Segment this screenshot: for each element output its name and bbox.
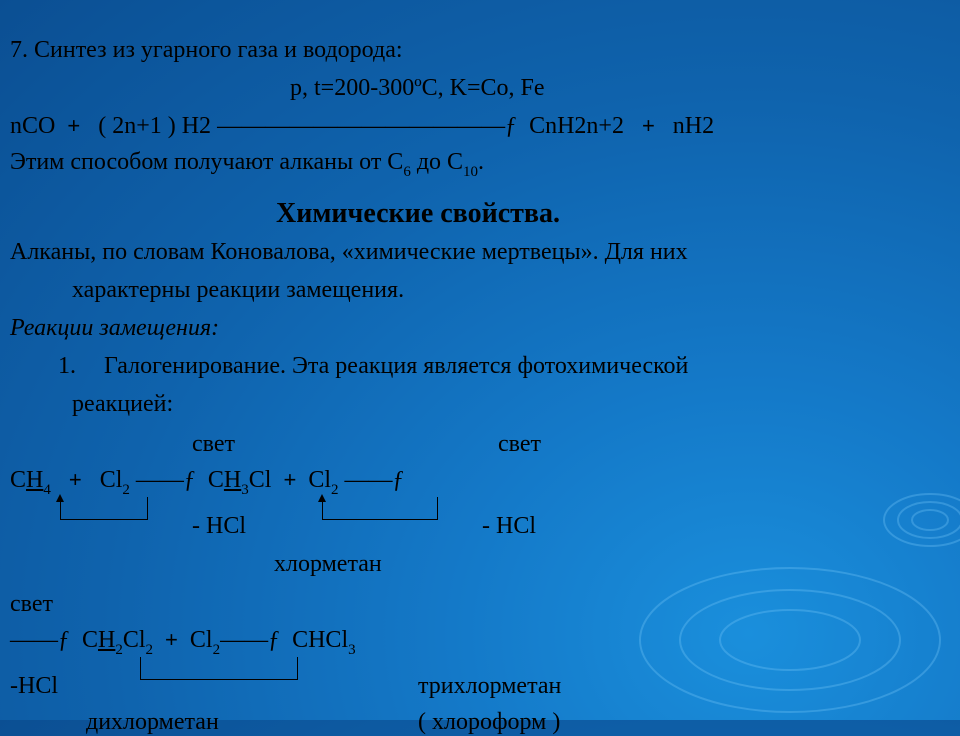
light-label-3: свет (10, 591, 53, 617)
reaction-1-plus: + (68, 467, 82, 492)
chloroform-name-cutoff: ( хлороформ ) (418, 709, 561, 735)
intro-line-2: характерны реакции замещения. (72, 277, 405, 303)
equation-arrow: ————————————ƒ (217, 113, 518, 139)
dichloromethane-hydrogen: H (98, 627, 116, 653)
list-line-1: Галогенирование. Эта реакция является фотохимической (104, 353, 689, 379)
reaction-2-plus: + (165, 627, 178, 652)
section-title: Химические свойства. (276, 198, 561, 229)
reaction-conditions: p, t=200-300ºC, K=Co, Fe (290, 75, 545, 101)
trichloromethane-sub: 3 (348, 642, 356, 658)
substitution-bracket-2 (322, 497, 438, 520)
method-end: . (478, 149, 485, 175)
bracket-arrow-1 (56, 494, 64, 502)
minus-hcl-3: -HCl (10, 673, 58, 699)
methane-sub: 4 (43, 482, 51, 498)
dichloromethane-chlorine: Cl (122, 627, 146, 653)
dichloromethane-cl-sub: 2 (145, 642, 154, 658)
dichloromethane-h-sub: 2 (115, 642, 123, 658)
bracket-arrow-2 (318, 494, 326, 502)
reaction-2-arrow-2: ——ƒ (220, 627, 281, 653)
methane-hydrogen: H (26, 467, 44, 493)
method-mid: до C (410, 149, 464, 175)
trichloromethane-name: трихлорметан (418, 673, 562, 699)
equation-plus: + (67, 113, 81, 138)
list-line-2: реакцией: (72, 391, 174, 417)
substitution-bracket-1 (60, 497, 148, 520)
chloromethane-hydrogen: H (223, 467, 242, 493)
dichloromethane-name-cutoff: дихлорметан (86, 709, 219, 735)
reaction-1-arrow-2: ——ƒ (344, 467, 405, 493)
reaction-2-arrow: ——ƒ (10, 627, 70, 653)
chloromethane-sub: 3 (241, 482, 249, 498)
chloromethane-chlorine: Cl (248, 467, 272, 493)
reaction-1-arrow: ——ƒ (135, 467, 196, 493)
chlorine-1: Cl (99, 467, 123, 493)
equation-hydrogen-product: nH2 (672, 113, 715, 139)
equation-hydrogen: ( 2n+1 ) H2 (98, 113, 212, 139)
minus-hcl-1: - HCl (192, 513, 246, 539)
method-sub-6: 6 (403, 164, 411, 180)
chlorine-2: Cl (308, 467, 331, 493)
item-7-title: 7. Синтез из угарного газа и водорода: (10, 37, 403, 63)
method-text: Этим способом получают алканы от C (10, 149, 404, 175)
dichloromethane-carbon: C (82, 627, 99, 653)
chlorine-1-sub: 2 (122, 482, 130, 498)
equation-product: CnH2n+2 (529, 113, 624, 139)
methane-carbon: C (10, 467, 27, 493)
equation-plus-2: + (641, 113, 655, 138)
method-sub-10: 10 (463, 164, 479, 180)
substitution-bracket-3 (140, 657, 298, 680)
chlorine-2-sub: 2 (331, 482, 339, 498)
method-note (10, 148, 484, 186)
chlorine-3-sub: 2 (212, 642, 221, 658)
light-label-2: свет (498, 431, 541, 457)
reaction-1-plus-2: + (283, 467, 297, 492)
light-label-1: свет (192, 431, 235, 457)
substitution-subtitle: Реакции замещения: (10, 315, 220, 341)
minus-hcl-2: - HCl (482, 513, 536, 539)
synthesis-equation (10, 112, 714, 140)
chlorine-3: Cl (189, 627, 213, 653)
trichloromethane-formula: CHCl (292, 627, 349, 653)
chloromethane-carbon: C (207, 467, 224, 493)
equation-reactant-co: nCO (10, 113, 56, 139)
intro-line-1: Алканы, по словам Коновалова, «химические мертвецы». Для них (10, 239, 688, 265)
list-number: 1. (58, 353, 76, 379)
chloromethane-name: хлорметан (274, 551, 382, 577)
